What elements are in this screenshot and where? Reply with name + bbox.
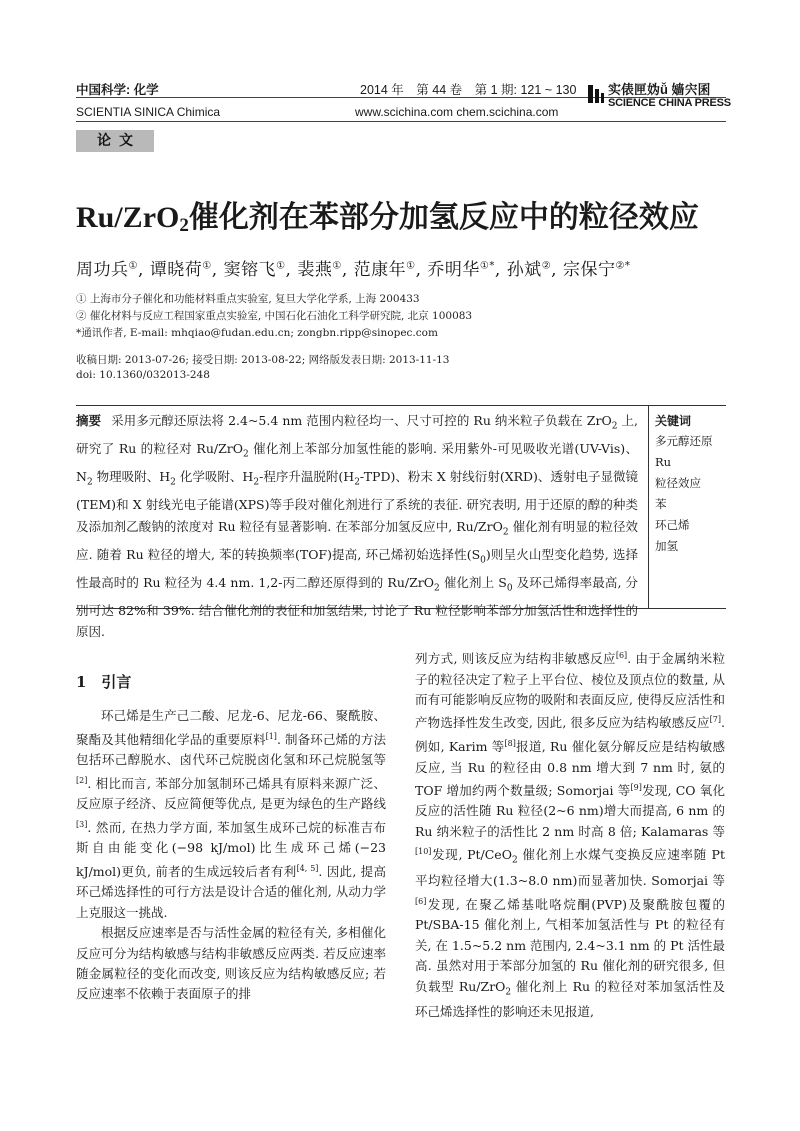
author-name: 窦镕飞 — [223, 260, 277, 280]
abstract-seg: 上, 研究了 Ru 的粒径对 Ru/ZrO — [76, 413, 638, 456]
text-seg: . 由于金属纳米粒子的粒径决定了粒子上平台位、棱位及顶点位的数量, 从而有可能影响反应物的吸附和表面反应, 使得反应活性和产物选择性发生改变, 因此, 很多反应为结构敏感反应 — [415, 651, 725, 731]
citation: [7] — [709, 715, 722, 725]
keyword: Ru — [655, 455, 672, 469]
author-list: 周功兵①, 谭晓荷①, 窦镕飞①, 裴燕①, 范康年①, 乔明华①*, 孙斌②, 宗保宁②* — [76, 260, 631, 280]
author-name: 周功兵 — [76, 260, 129, 280]
title-part2: 催化剂在苯部分加氢反应中的粒径效应 — [188, 200, 699, 235]
text-seg: . 制备环己烯的方法包括环己醇脱水、卤代环己烷脱卤化氢和环己烷脱氢等 — [76, 731, 386, 768]
body-left-column — [76, 652, 386, 1005]
abstract-seg: -TPD)、粉末 X 射线衍射(XRD)、透射电子显微镜(TEM)和 X 射线光电子能谱(XPS)等手段对催化剂进行了系统的表征. 研究表明, 用于还原的醇的种类及添加剂乙酸钠的浓度对 Ru 粒径有显著影响. 在苯部分加氢反应中, Ru/ZrO — [76, 469, 639, 534]
author-name: 谭晓荷 — [149, 260, 203, 280]
author-mark: ① — [332, 260, 342, 272]
author-mark: ② — [541, 260, 552, 272]
header-rule-bottom — [76, 121, 726, 122]
title-sub: 2 — [179, 215, 189, 236]
keyword: 苯 — [655, 497, 667, 511]
text-seg: . 然而, 在热力学方面, 苯加氢生成环己烷的标准吉布斯自由能变化(−98 kJ/mol)比生成环己烯(−23 kJ/mol)更负, 前者的生成远较后者有利 — [76, 819, 386, 879]
author-name: 宗保宁 — [562, 260, 616, 280]
publisher-name-en: SCIENCE CHINA PRESS — [608, 97, 731, 109]
abstract-sub: 2 — [502, 527, 509, 537]
author-mark: ① — [128, 260, 138, 272]
abstract-seg: 催化剂上苯部分加氢性能的影响. 采用紫外-可见吸收光谱(UV-Vis)、N — [76, 441, 638, 484]
received-dates: 收稿日期: 2013-07-26; 接受日期: 2013-08-22; 网络版发表日期: 2013-11-13 — [76, 354, 450, 366]
abstract-sub: 2 — [434, 583, 440, 593]
abstract-seg: -程序升温脱附(H — [259, 469, 355, 484]
abstract-label: 摘要 — [76, 413, 102, 428]
text-seg: 报道, Ru 催化氨分解反应是结构敏感反应, 当 Ru 的粒径由 0.8 nm 增大到 7 nm 时, 氨的 TOF 增加约两个数量级; Somorjai 等 — [415, 739, 725, 799]
abstract-seg: 采用多元醇还原法将 2.4~5.4 nm 范围内粒径均一、尺寸可控的 Ru 纳米粒子负载在 ZrO — [111, 413, 612, 428]
paragraph — [415, 646, 725, 1023]
journal-name-cn: 中国科学: 化学 — [76, 83, 159, 97]
abstract-seg: 物理吸附、H — [92, 469, 171, 484]
affiliation-2: ② 催化材料与反应工程国家重点实验室, 中国石化石油化工科学研究院, 北京 100083 — [76, 310, 473, 322]
citation: [6] — [415, 896, 427, 906]
citation: [3] — [76, 819, 88, 829]
author-name: 孙斌 — [506, 260, 542, 280]
journal-websites: www.scichina.com chem.scichina.com — [355, 105, 559, 119]
text-seg: 发现, CO 氧化反应的活性随 Ru 粒径(2~6 nm)增大而提高, 6 nm 的 Ru 纳米粒子的活性比 2 nm 时高 8 倍; Kalamaras 等 — [415, 783, 725, 839]
text-seg: 列方式, 则该反应为结构非敏感反应 — [415, 651, 616, 667]
citation: [9] — [630, 782, 642, 792]
journal-name-en: SCIENTIA SINICA Chimica — [76, 105, 221, 119]
doi: doi: 10.1360/032013-248 — [76, 369, 210, 381]
keywords-title: 关键词 — [655, 414, 692, 428]
author-name: 乔明华 — [427, 260, 480, 280]
text-seg: 催化剂上水煤气变换反应速率随 Pt 平均粒径增大(1.3~8.0 nm)而显著加快. Somorjai 等 — [415, 847, 725, 889]
author-mark: ①* — [479, 260, 495, 272]
abstract-sub: 2 — [253, 477, 260, 488]
text-sub: 2 — [511, 855, 518, 866]
affiliation-1: ① 上海市分子催化和功能材料重点实验室, 复旦大学化学系, 上海 200433 — [76, 293, 420, 305]
author-mark: ②* — [615, 260, 631, 272]
corresponding-author: *通讯作者, E-mail: mhqiao@fudan.edu.cn; zongbn.ripp@sinopec.com — [76, 327, 438, 339]
citation: [1] — [265, 731, 277, 741]
citation: [6] — [615, 651, 628, 660]
citation: [2] — [76, 775, 88, 785]
publisher-logo — [586, 79, 736, 119]
title-part1: Ru/ZrO — [76, 201, 180, 234]
abstract-seg: 化学吸附、H — [175, 469, 254, 484]
paragraph — [76, 706, 386, 923]
abstract-sub: 0 — [506, 583, 513, 593]
text-seg: . 例如, Karim 等 — [415, 715, 725, 755]
abstract-seg: )则呈火山型变化趋势, 选择性最高时的 Ru 粒径为 4.4 nm. 1,2-丙二醇还原得到的 Ru/ZrO — [76, 546, 638, 590]
abstract-text — [76, 410, 638, 643]
author-name: 裴燕 — [297, 260, 333, 280]
abstract-sub: 2 — [354, 477, 360, 488]
keyword: 多元醇还原 — [655, 434, 713, 448]
citation: [4, 5] — [296, 863, 319, 873]
abstract-sub: 0 — [480, 555, 486, 565]
body-right-column — [415, 646, 725, 1023]
article-type-badge: 论文 — [76, 130, 154, 152]
issue-info: 2014 年 第 44 卷 第 1 期: 121 ~ 130 — [360, 83, 577, 97]
keyword: 环己烯 — [655, 518, 690, 532]
author-name: 范康年 — [353, 260, 407, 280]
paper-title — [76, 192, 699, 237]
abstract-sub: 2 — [170, 477, 176, 488]
text-seg: . 相比而言, 苯部分加氢制环己烯具有原料来源广泛、反应原子经济、反应简便等优点, 是更为绿色的生产路线 — [76, 775, 386, 812]
abstract-box — [76, 405, 726, 639]
keywords-panel — [648, 406, 726, 608]
author-mark: ① — [406, 260, 416, 272]
citation: [8] — [504, 738, 516, 748]
keyword: 粒径效应 — [655, 476, 701, 490]
abstract-seg: 催化剂上 S — [439, 574, 507, 590]
section-heading: 1 引言 — [76, 673, 132, 691]
text-sub: 2 — [505, 987, 512, 998]
text-seg: 发现, Pt/CeO — [431, 847, 512, 863]
abstract-sub: 2 — [86, 477, 93, 488]
citation: [10] — [415, 847, 432, 857]
abstract-seg: 催化剂有明显的粒径效应. 随着 Ru 粒径的增大, 苯的转换频率(TOF)提高, 环己烯初始选择性(S — [76, 518, 638, 562]
text-seg: 环己烯是生产己二酸、尼龙-6、尼龙-66、聚酰胺、聚酯及其他精细化学品的重要原料 — [76, 708, 386, 747]
abstract-sub: 2 — [611, 421, 618, 432]
author-mark: ① — [276, 260, 286, 272]
abstract-sub: 2 — [243, 449, 249, 460]
abstract-seg: 及环己烯得率最高, 分别可达 82%和 39%. 结合催化剂的表征和加氢结果, 讨论了 Ru 粒径影响苯部分加氢活性和选择性的原因. — [76, 574, 638, 639]
text-seg: 催化剂上 Ru 的粒径对苯加氢活性及环己烯选择性的影响还未见报道, — [415, 978, 725, 1020]
author-mark: ① — [202, 260, 212, 272]
publisher-name-cn: 实俵匣妫ǚ 嫱宍囷 — [608, 82, 711, 97]
text-seg: . 因此, 提高环己烯选择性的可行方法是设计合适的催化剂, 从动力学上克服这一挑战. — [76, 863, 387, 920]
publisher-emblem-icon — [586, 81, 606, 107]
paragraph: 根据反应速率是否与活性金属的粒径有关, 多相催化反应可分为结构敏感与结构非敏感反应两类. 若反应速率随金属粒径的变化而改变, 则该反应为结构敏感反应; 若反应速率不依赖于表面原子的排 — [76, 925, 386, 1002]
text-seg: 发现, 在聚乙烯基吡咯烷酮(PVP)及聚酰胺包覆的 Pt/SBA-15 催化剂上, 气相苯加氢活性与 Pt 的粒径有关, 在 1.5~5.2 nm 范围内, 2.4~3.1 nm 的 Pt 活性最高. 虽然对用于苯部分加氢的 Ru 催化剂的研究很多, 但负载型 Ru/ZrO — [415, 896, 725, 994]
keyword: 加氢 — [655, 539, 678, 553]
